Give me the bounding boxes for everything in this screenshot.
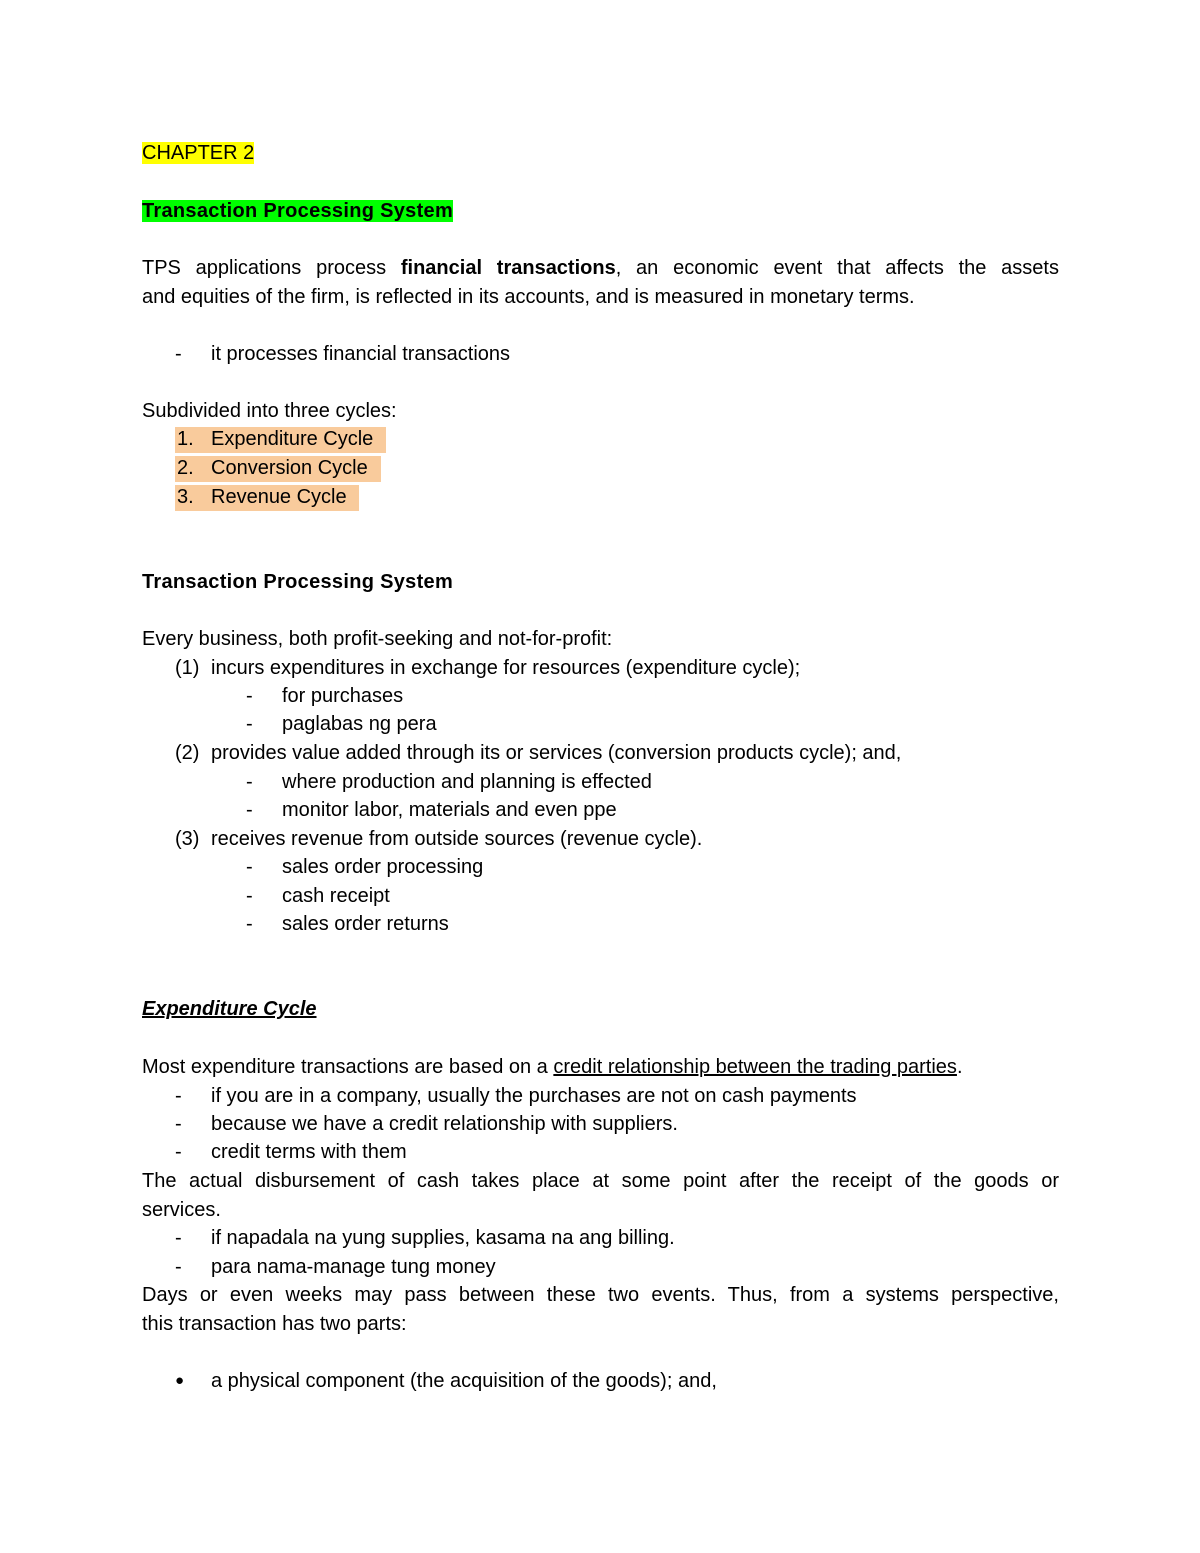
- cycles-intro: Subdivided into three cycles:: [142, 400, 397, 422]
- sub-item: where production and planning is effected: [282, 771, 652, 793]
- item-text: incurs expenditures in exchange for resources (expenditure cycle);: [211, 657, 801, 679]
- dash-bullet: -: [246, 771, 253, 793]
- intro-line-2: and equities of the firm, is reflected in its accounts, and is measured in monetary terms.: [142, 286, 915, 308]
- intro-bold-term: financial transactions: [400, 257, 616, 279]
- sub-item: sales order returns: [282, 913, 449, 935]
- cycle-label: Revenue Cycle: [211, 486, 347, 508]
- item-text: receives revenue from outside sources (revenue cycle).: [211, 828, 703, 850]
- sub-item: monitor labor, materials and even ppe: [282, 799, 617, 821]
- sub-item: sales order processing: [282, 856, 484, 878]
- days-weeks-line-2: this transaction has two parts:: [142, 1313, 407, 1335]
- section-title-label: Transaction Processing System: [142, 200, 454, 222]
- cycle-item-conversion: [175, 456, 381, 482]
- credit-relationship-underlined: credit relationship between the trading parties: [553, 1056, 957, 1078]
- most-expenditure-text: [142, 1055, 963, 1079]
- expenditure-heading: Expenditure Cycle: [142, 998, 317, 1020]
- cycle-label: Expenditure Cycle: [211, 428, 374, 450]
- chapter-title: [142, 141, 254, 165]
- dash-bullet: -: [175, 1227, 182, 1249]
- every-business-text: Every business, both profit-seeking and not-for-profit:: [142, 628, 613, 650]
- cycle-number: 2.: [177, 457, 194, 479]
- sub-item: paglabas ng pera: [282, 713, 437, 735]
- cycle-item-expenditure: [175, 427, 386, 453]
- list-item: if napadala na yung supplies, kasama na ang billing.: [211, 1227, 675, 1249]
- cycle-number: 3.: [177, 486, 194, 508]
- list-item: credit terms with them: [211, 1141, 407, 1163]
- item-number: (2): [175, 742, 200, 764]
- dash-bullet: -: [175, 1141, 182, 1163]
- most-expenditure-post: .: [956, 1056, 963, 1078]
- tps-heading: Transaction Processing System: [142, 571, 454, 593]
- sub-item: for purchases: [282, 685, 404, 707]
- cycle-label: Conversion Cycle: [211, 457, 368, 479]
- dash-bullet: -: [246, 799, 253, 821]
- intro-text-post: , an economic event that affects the assets: [615, 257, 1059, 279]
- dash-bullet: -: [175, 343, 182, 365]
- list-item: because we have a credit relationship with suppliers.: [211, 1113, 678, 1135]
- item-number: (3): [175, 828, 200, 850]
- dash-bullet: -: [175, 1085, 182, 1107]
- bullet-icon: ●: [175, 1372, 185, 1389]
- dash-bullet: -: [246, 913, 253, 935]
- list-item: if you are in a company, usually the purchases are not on cash payments: [211, 1085, 857, 1107]
- dash-bullet: -: [175, 1113, 182, 1135]
- sub-item: cash receipt: [282, 885, 390, 907]
- dash-bullet: -: [175, 1256, 182, 1278]
- actual-disbursement-line-1: The actual disbursement of cash takes place at some point after the receipt of the goods or: [142, 1170, 1059, 1192]
- list-item: a physical component (the acquisition of the goods); and,: [211, 1370, 717, 1392]
- dash-bullet: -: [246, 856, 253, 878]
- dash-bullet: -: [246, 713, 253, 735]
- list-item: para nama-manage tung money: [211, 1256, 496, 1278]
- actual-disbursement-line-2: services.: [142, 1199, 221, 1221]
- chapter-label: CHAPTER 2: [142, 142, 255, 164]
- list-item: it processes financial transactions: [211, 343, 511, 365]
- intro-line-1: [142, 256, 1059, 280]
- intro-text-pre: TPS applications process: [142, 257, 401, 279]
- section-title: [142, 199, 453, 223]
- cycle-item-revenue: [175, 485, 359, 511]
- cycle-number: 1.: [177, 428, 194, 450]
- dash-bullet: -: [246, 885, 253, 907]
- item-text: provides value added through its or services (conversion products cycle); and,: [211, 742, 902, 764]
- days-weeks-line-1: Days or even weeks may pass between these two events. Thus, from a systems perspective,: [142, 1284, 1059, 1306]
- most-expenditure-pre: Most expenditure transactions are based on a: [142, 1056, 554, 1078]
- item-number: (1): [175, 657, 200, 679]
- dash-bullet: -: [246, 685, 253, 707]
